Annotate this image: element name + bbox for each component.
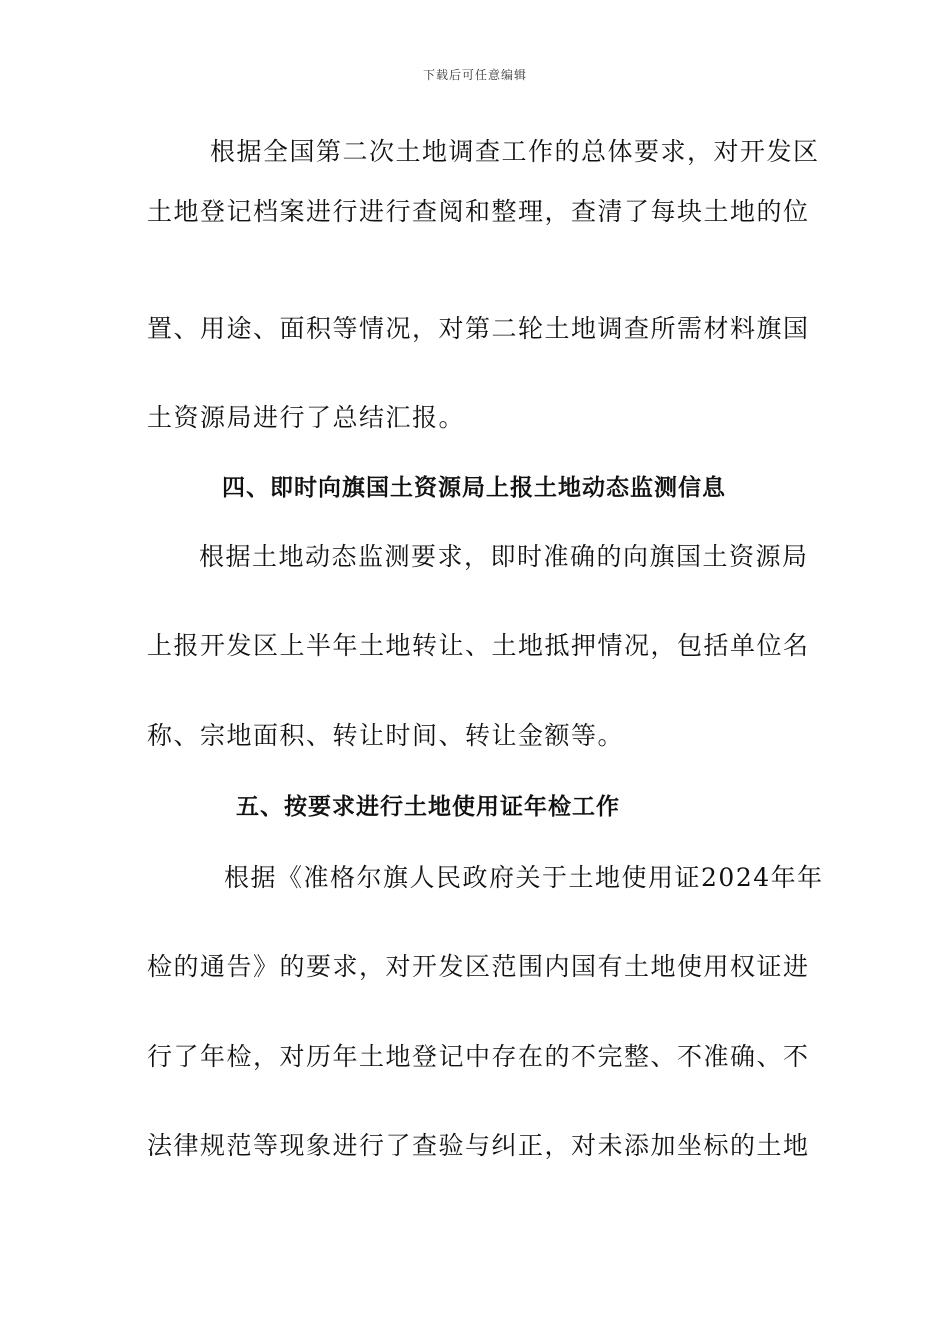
paragraph-line: 行了年检，对历年土地登记中存在的不完整、不准确、不: [147, 1042, 810, 1071]
paragraph-line: 法律规范等现象进行了查验与纠正，对未添加坐标的土地: [147, 1131, 810, 1160]
paragraph-line: 土地登记档案进行进行查阅和整理，查清了每块土地的位: [147, 197, 810, 226]
paragraph-line: 根据《准格尔旗人民政府关于土地使用证2024年年: [224, 863, 824, 892]
paragraph-line: 土资源局进行了总结汇报。: [147, 403, 466, 432]
paragraph-line: 根据土地动态监测要求，即时准确的向旗国土资源局: [199, 542, 809, 571]
section-heading: 四、即时向旗国土资源局上报土地动态监测信息: [222, 475, 726, 501]
paragraph-line: 置、用途、面积等情况，对第二轮土地调查所需材料旗国: [147, 314, 810, 343]
paragraph-line: 根据全国第二次土地调查工作的总体要求，对开发区: [210, 137, 820, 166]
paragraph-line: 上报开发区上半年土地转让、土地抵押情况，包括单位名: [147, 631, 810, 660]
section-heading: 五、按要求进行土地使用证年检工作: [236, 794, 620, 820]
header-note: 下载后可任意编辑: [422, 68, 527, 82]
paragraph-line: 检的通告》的要求，对开发区范围内国有土地使用权证进: [147, 952, 810, 981]
paragraph-line: 称、宗地面积、转让时间、转让金额等。: [147, 721, 625, 750]
